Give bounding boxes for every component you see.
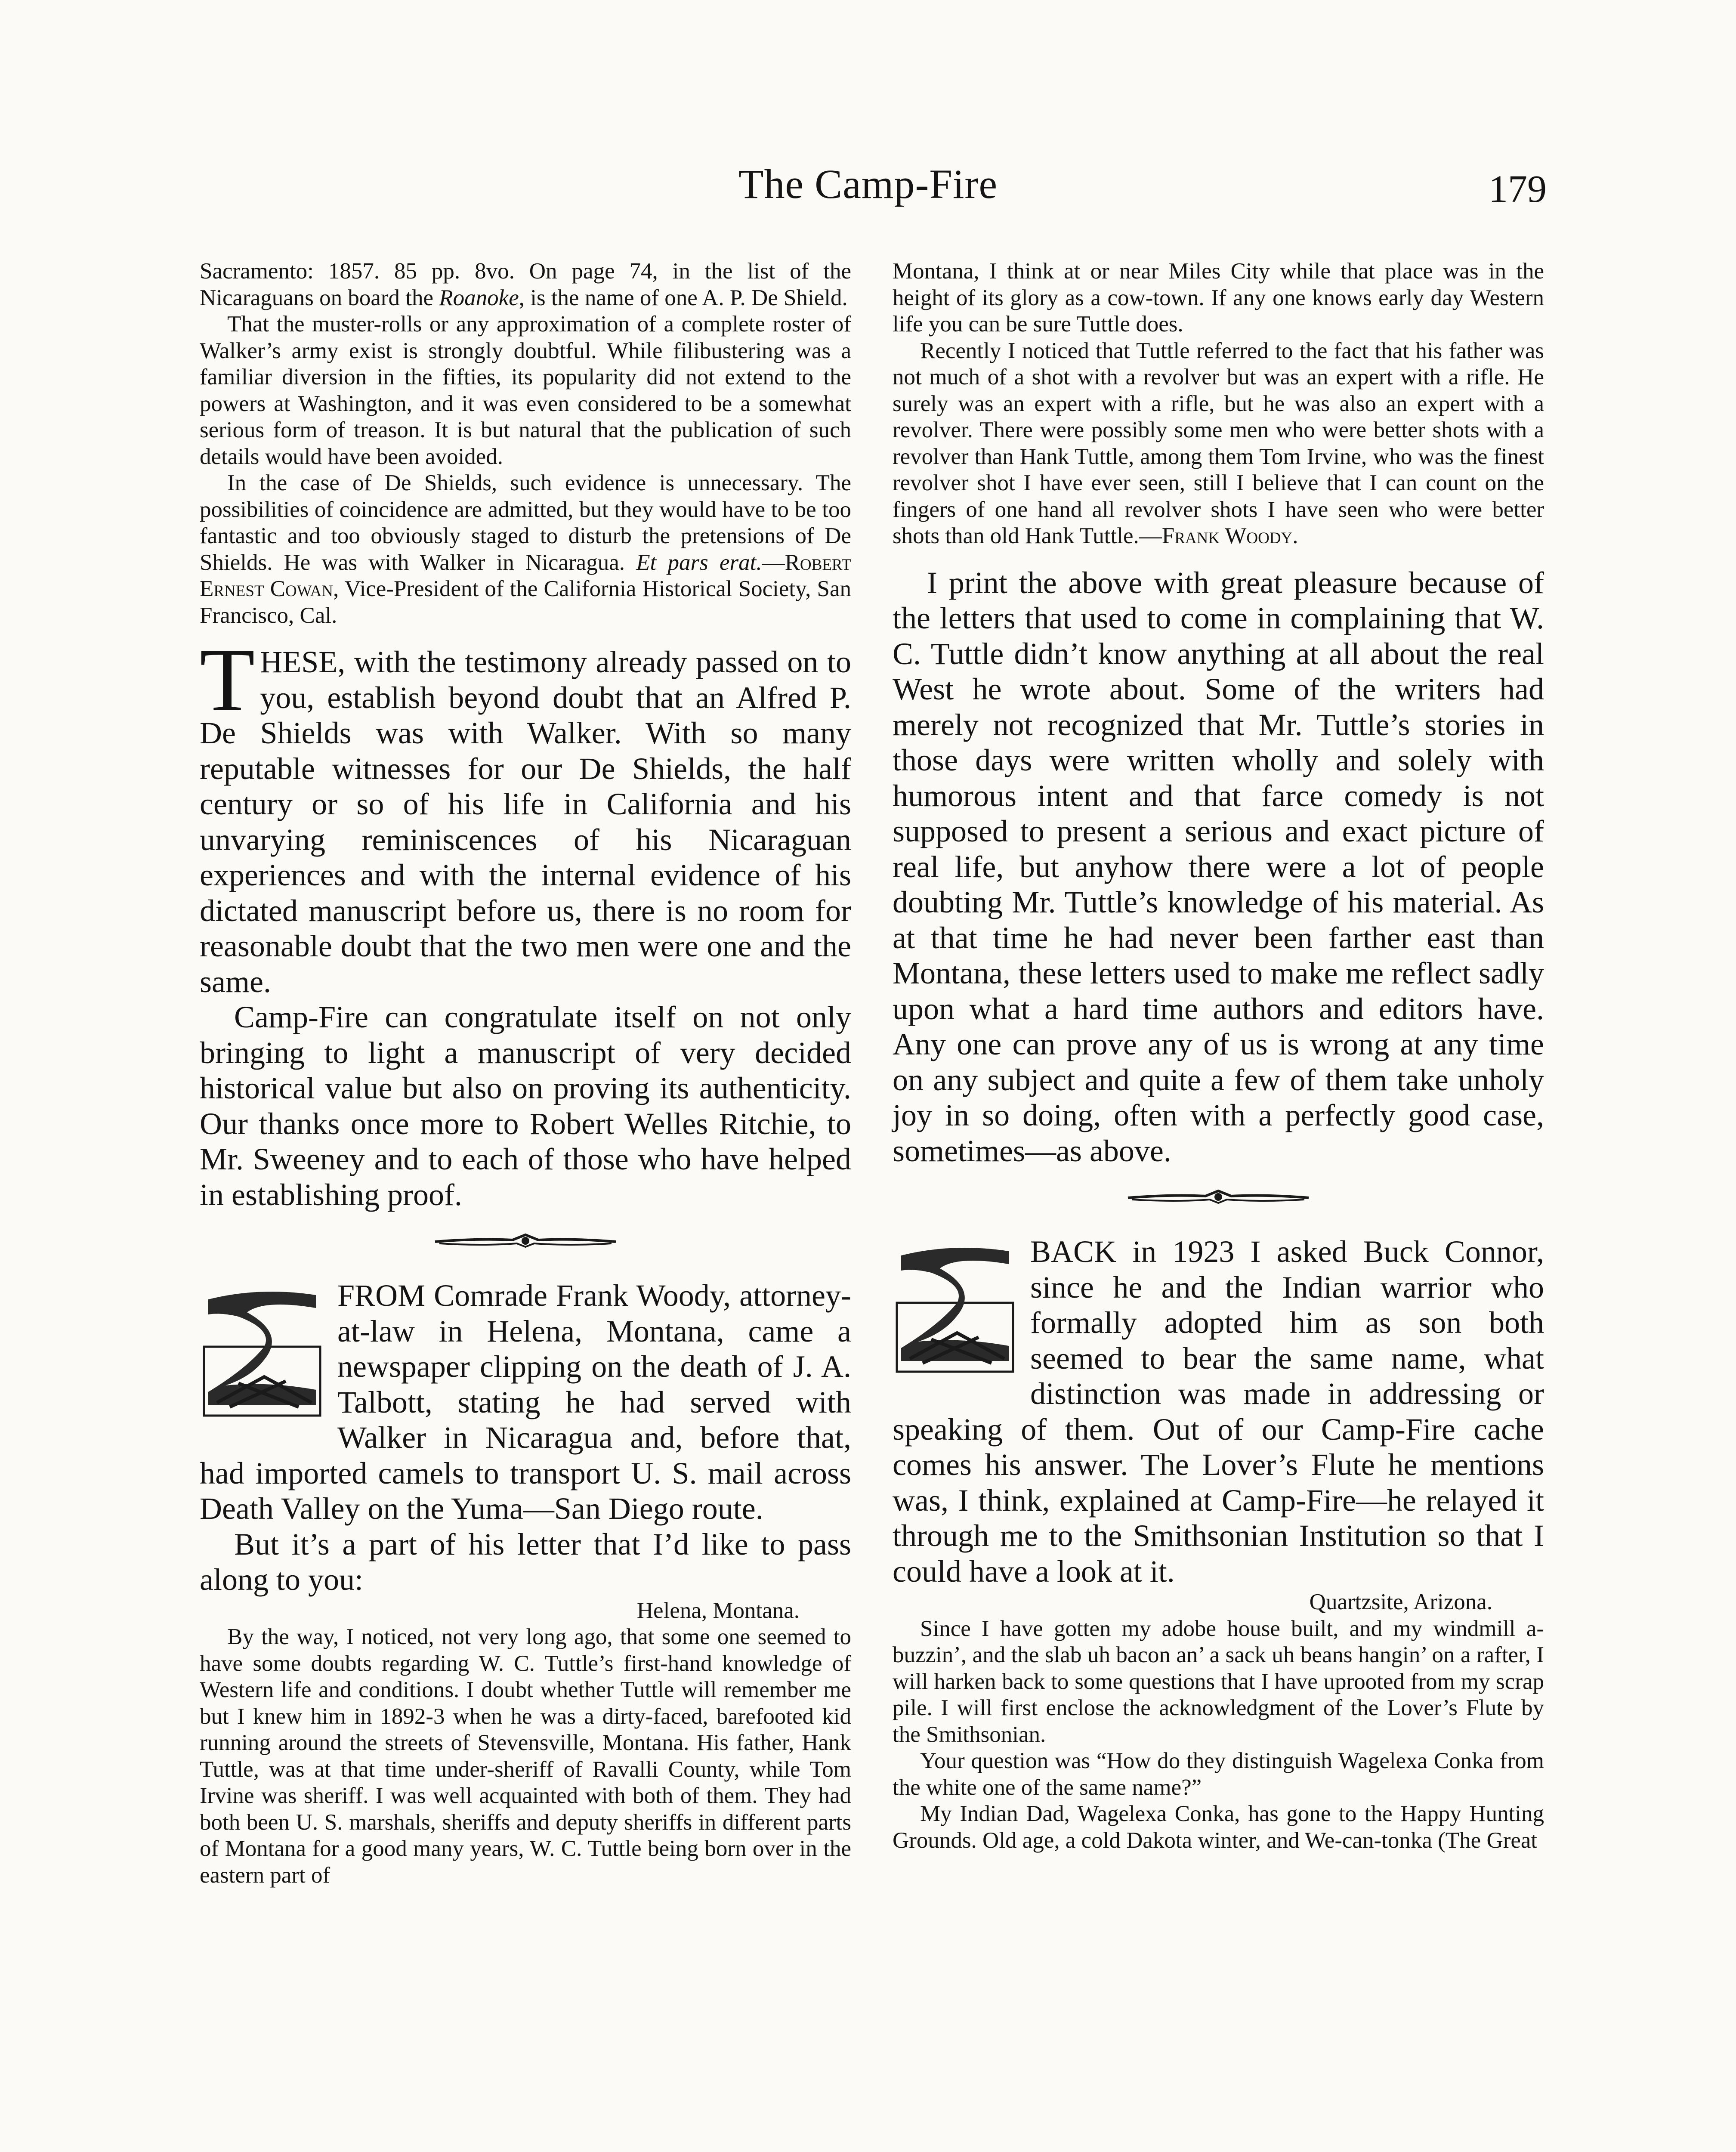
paragraph: Your question was “How do they distinguish Wagelexa Conka from the white one of the same name?”	[893, 1748, 1544, 1800]
right-letter-block-2	[893, 1589, 1544, 1854]
paragraph: Camp-Fire can congratulate itself on not only bringing to light a manuscript of very decided historical value but also on proving its authenticity. Our thanks once more to Robert Welles Ritchie, to Mr. Sweeney and to each of those who have helped in establishing proof.	[200, 1000, 851, 1212]
italic-text: Et pars erat.	[636, 550, 762, 575]
paragraph: That the muster-rolls or any approximation of a complete roster of Walker’s army exist is strongly doubtful. While filibustering was a familiar diversion in the fifties, its popularity did not extend to the powers at Washington, and it was even considered to be a somewhat serious form of treason. It is but natural that the publication of such details would have been avoided.	[200, 312, 851, 469]
paragraph: I print the above with great pleasure because of the letters that used to come in complaining that W. C. Tuttle didn’t know anything at all about the real West he wrote about. Some of the writers had merely not recognized that Mr. Tuttle’s stories in those days were written wholly and solely with humorous intent and that farce comedy is not supposed to present a serious and exact picture of real life, but anyhow there were a lot of people doubting Mr. Tuttle’s knowledge of his material. As at that time he had never been farther east than Montana, these letters used to make me reflect sadly upon what a hard time authors and editors have. Any one can prove any of us is wrong at any time on any subject and quite a few of them take unholy joy in so doing, often with a perfectly good case, sometimes—as above.	[893, 565, 1544, 1168]
paragraph: Recently I noticed that Tuttle referred to the fact that his father was not much of a shot with a revolver but was an expert with a rifle. He surely was an expert with a rifle, but he was also an expert with a revolver. There were possibly some men who were better shots with a revolver than Hank Tuttle, among them Tom Irvine, who was the finest revolver shot I have ever seen, still I believe that I can count on the fingers of one hand all revolver shots I have seen who were better shots than old Hank Tuttle.—Frank Woody.	[893, 338, 1544, 548]
letter-place: Quartzsite, Arizona.	[1309, 1589, 1492, 1614]
left-letter-block-1	[200, 258, 851, 629]
right-letter-block-1	[893, 258, 1544, 550]
paragraph: Since I have gotten my adobe house built, and my windmill a-buzzin’, and the slab uh bacon an’ a sack uh beans hangin’ on a rafter, I will harken back to some questions that I have uprooted from my scrap pile. I will first enclose the acknowledgment of the Lover’s Flute by the Smithsonian.	[893, 1616, 1544, 1747]
ornament-divider-icon	[426, 1227, 624, 1253]
paragraph: My Indian Dad, Wagelexa Conka, has gone to the Happy Hunting Grounds. Old age, a cold Dakota winter, and We-can-tonka (The Great	[893, 1801, 1544, 1853]
left-column	[200, 258, 851, 1889]
page-number: 179	[1489, 168, 1547, 210]
paragraph: THESE, with the testimony already passed on to you, establish beyond doubt that an Alfred P. De Shields was with Walker. With so many reputable witnesses for our De Shields, the half century or so of his life in California and his unvarying reminiscences of his Nicaraguan experiences and with the internal evidence of his dictated manuscript before us, there is no room for reasonable doubt that the two men were one and the same.	[200, 630, 851, 999]
signature: Frank Woody.	[1161, 523, 1298, 548]
paragraph: Montana, I think at or near Miles City while that place was in the height of its glory as a cow-town. If any one knows early day Western life you can be sure Tuttle does.	[893, 259, 1544, 337]
left-letter-block-2	[200, 1598, 851, 1889]
paragraph: In the case of De Shields, such evidence is unnecessary. The possibilities of coincidence are admitted, but they would have to be too fantastic and too obviously staged to disturb the pretensions of De Shields. He was with Walker in Nicaragua. Et pars erat.—Robert Ernest Cowan, Vice-President of the California Historical Society, San Francisco, Cal.	[200, 470, 851, 628]
left-editorial-block-2	[200, 1278, 851, 1598]
paragraph: BACK in 1923 I asked Buck Connor, since he and the Indian warrior who formally adopted him as son both seemed to bear the same name, what distinction was made in addressing or speaking of them. Out of our Camp-Fire cache comes his answer. The Lover’s Flute he mentions was, I think, explained at Camp-Fire—he relayed it through me to the Smithsonian Institution so that I could have a look at it.	[893, 1234, 1544, 1589]
paragraph: FROM Comrade Frank Woody, attorney-at-law in Helena, Montana, came a newspaper clipping on the death of J. A. Talbott, stating he had served with Walker in Nicaragua and, before that, had imported camels to transport U. S. mail across Death Valley on the Yuma—San Diego route.	[200, 1278, 851, 1526]
left-editorial-block-1	[200, 630, 851, 1212]
letter-place: Helena, Montana.	[636, 1598, 800, 1623]
ornament-divider-icon	[1119, 1183, 1317, 1209]
drop-cap-letter: T	[200, 630, 255, 730]
right-editorial-block-2	[893, 1234, 1544, 1589]
paragraph: Sacramento: 1857. 85 pp. 8vo. On page 74, in the list of the Nicaraguans on board the Roanoke, is the name of one A. P. De Shield.	[200, 259, 851, 310]
campfire-dropcap-icon	[200, 1282, 324, 1420]
right-column	[893, 258, 1544, 1854]
paragraph: By the way, I noticed, not very long ago, that some one seemed to have some doubts regarding W. C. Tuttle’s first-hand knowledge of Western life and conditions. I doubt whether Tuttle will remember me but I knew him in 1892-3 when he was a dirty-faced, barefooted kid running around the streets of Stevensville, Montana. His father, Hank Tuttle, was at that time under-sheriff of Ravalli County, while Tom Irvine was sheriff. I was well acquainted with both of them. They had both been U. S. marshals, sheriffs and deputy sheriffs in different parts of Montana for a good many years, W. C. Tuttle being born over in the eastern part of	[200, 1624, 851, 1888]
signature: Robert Ernest Cowan	[200, 550, 851, 601]
right-editorial-block-1	[893, 565, 1544, 1169]
italic-text: Roanoke	[439, 285, 519, 310]
running-header-title: The Camp-Fire	[738, 161, 998, 207]
paragraph: But it’s a part of his letter that I’d like to pass along to you:	[200, 1527, 851, 1597]
campfire-dropcap-icon	[893, 1238, 1017, 1376]
